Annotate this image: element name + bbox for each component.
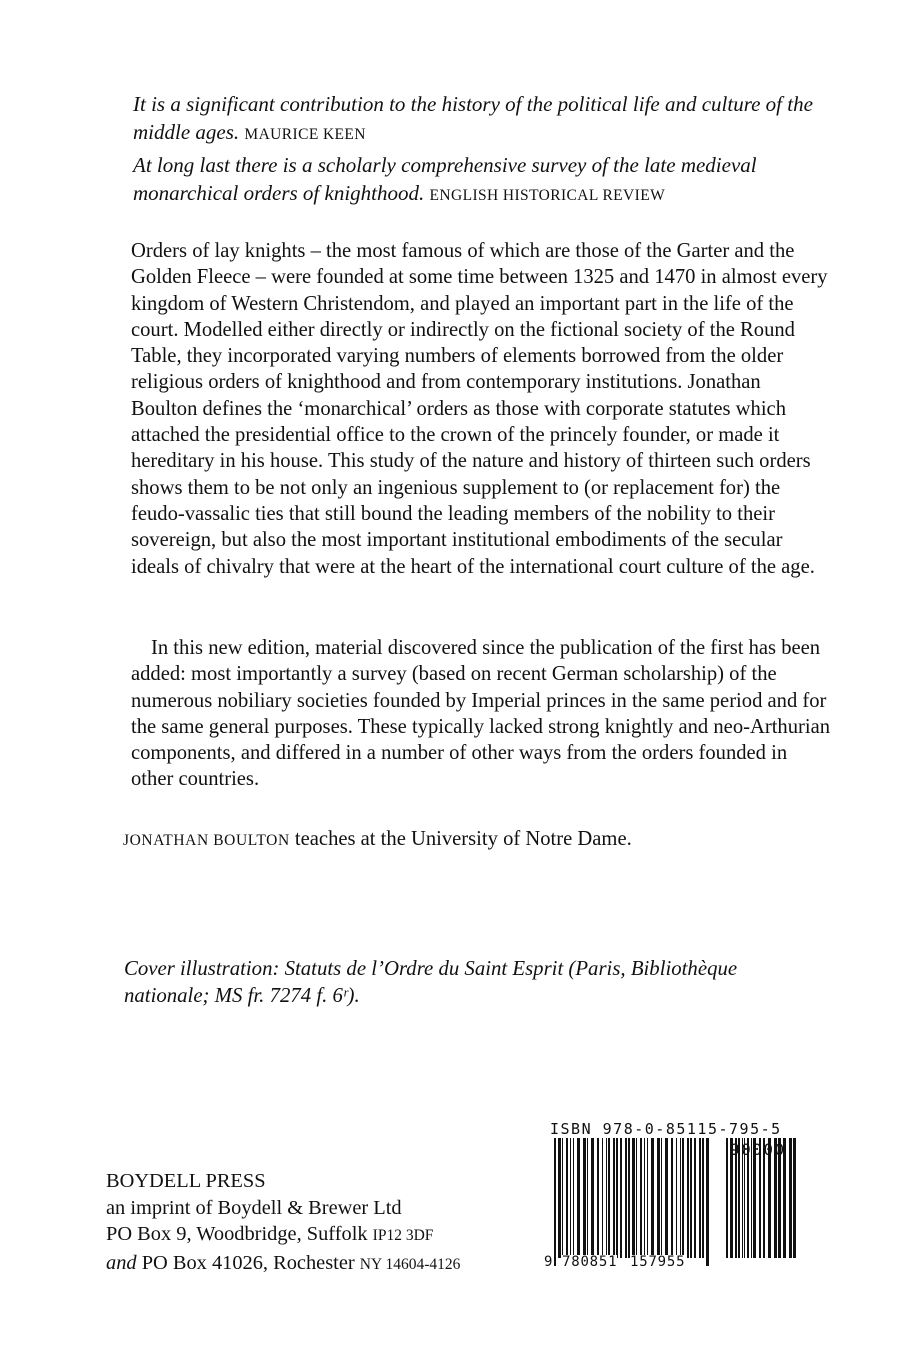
review-quote-2 [133, 151, 823, 210]
barcode-bar [706, 1138, 709, 1266]
barcode-bar [558, 1138, 561, 1258]
barcode-bar [608, 1138, 610, 1258]
barcode-bar [640, 1138, 642, 1258]
barcode-bar [694, 1138, 696, 1258]
barcode-bar [554, 1138, 556, 1266]
barcode-bar [573, 1138, 574, 1258]
cover-illustration-credit: Cover illustration: Statuts de l’Ordre du Saint Esprit (Paris, Bibliothèque nationale; MS fr. 7274 f. 6ʳ). [124, 957, 738, 1007]
barcode-bar [651, 1138, 654, 1258]
barcode-bar [676, 1138, 677, 1258]
barcode-bar [726, 1138, 728, 1258]
barcode-bar [606, 1138, 607, 1258]
publisher-imprint: an imprint of Boydell & Brewer Ltd [106, 1196, 402, 1219]
author-bio-text: teaches at the University of Notre Dame. [294, 828, 632, 850]
barcode-bar [625, 1138, 627, 1258]
isbn-barcode [542, 1120, 800, 1270]
publisher-address-1: PO Box 9, Woodbridge, Suffolk IP12 3DF [106, 1223, 434, 1245]
barcode-bar [562, 1138, 563, 1258]
barcode-bar [702, 1138, 704, 1258]
barcode-bar [632, 1138, 635, 1266]
barcode-bar [793, 1138, 796, 1258]
barcode-bar [671, 1138, 673, 1258]
publisher-name: BOYDELL PRESS [106, 1170, 266, 1192]
barcode-bar [789, 1138, 792, 1258]
publisher-block [106, 1168, 460, 1278]
quote-text: At long last there is a scholarly comprehensive survey of the late medieval monarchical orders of knighthood. [133, 153, 757, 205]
barcode-bar [657, 1138, 660, 1258]
barcode-addon-number: 90000 [730, 1140, 786, 1159]
barcode-bar [577, 1138, 580, 1258]
isbn-label: ISBN 978-0-85115-795-5 [550, 1120, 782, 1138]
barcode-bar [682, 1138, 684, 1258]
description-paragraph-1: Orders of lay knights – the most famous of which are those of the Garter and the Golden Fleece – were founded at some time between 1325 and 1470 in almost every kingdom of Western Christendom, and played an important part in the life of the court. Modelled either directly or indirectly on the fictional society of the Round Table, they incorporated varying numbers of elements borrowed from the older religious orders of knighthood and from contemporary institutions. Jonathan Boulton defines the ‘monarchical’ orders as those with corporate statutes which attached the presidential office to the crown of the princely founder, or made it hereditary in his house. This study of the nature and history of thirteen such orders shows them to be not only an ingenious supplement to (or replacement for) the feudo-vassalic ties that still bound the leading members of the nobility to their sovereign, but also the most important institutional embodiments of the secular ideals of chivalry that were at the heart of the international court culture of the age. [131, 240, 828, 578]
barcode-bar [661, 1138, 662, 1258]
publisher-address-2: and PO Box 41026, Rochester NY 14604-4126 [106, 1251, 461, 1274]
barcode-bar [647, 1138, 648, 1258]
barcode-bar [566, 1138, 568, 1258]
barcode-first-digit: 9 [544, 1254, 553, 1270]
barcode-bar [583, 1138, 586, 1258]
barcode-bar [628, 1138, 630, 1258]
barcode-bar [597, 1138, 599, 1258]
review-quote-1 [133, 90, 823, 149]
description-paragraph-2: In this new edition, material discovered since the publication of the first has been added: most importantly a survey (based on recent German scholarship) of the numerous nobiliary societies founded by Imperial princes in the same period and for the same general purposes. These typically lacked strong knightly and neo-Arthurian components, and differed in a number of other ways from the orders founded in other countries. [131, 637, 831, 791]
quote-text: It is a significant contribution to the history of the political life and culture of the middle ages. [133, 92, 813, 144]
barcode-right-digits: 157955 [630, 1254, 686, 1270]
barcode-bar [591, 1138, 594, 1258]
barcode-left-digits: 780851 [562, 1254, 618, 1270]
barcode-bar [616, 1138, 618, 1258]
quote-attribution: ENGLISH HISTORICAL REVIEW [429, 187, 666, 204]
barcode-bar [680, 1138, 681, 1258]
barcode-bar [587, 1138, 588, 1258]
quote-attribution: MAURICE KEEN [244, 126, 366, 143]
barcode-bar [620, 1138, 622, 1258]
author-name: JONATHAN BOULTON [123, 832, 290, 849]
barcode-bar [665, 1138, 668, 1258]
barcode-bar [602, 1138, 603, 1258]
author-bio [123, 826, 632, 854]
barcode-bar [690, 1138, 692, 1258]
barcode-bar [687, 1138, 689, 1258]
barcode-bar [699, 1138, 701, 1258]
barcode-bar [636, 1138, 637, 1258]
barcode-bar [644, 1138, 645, 1258]
barcode-bar [570, 1138, 571, 1258]
barcode-bar [613, 1138, 615, 1258]
